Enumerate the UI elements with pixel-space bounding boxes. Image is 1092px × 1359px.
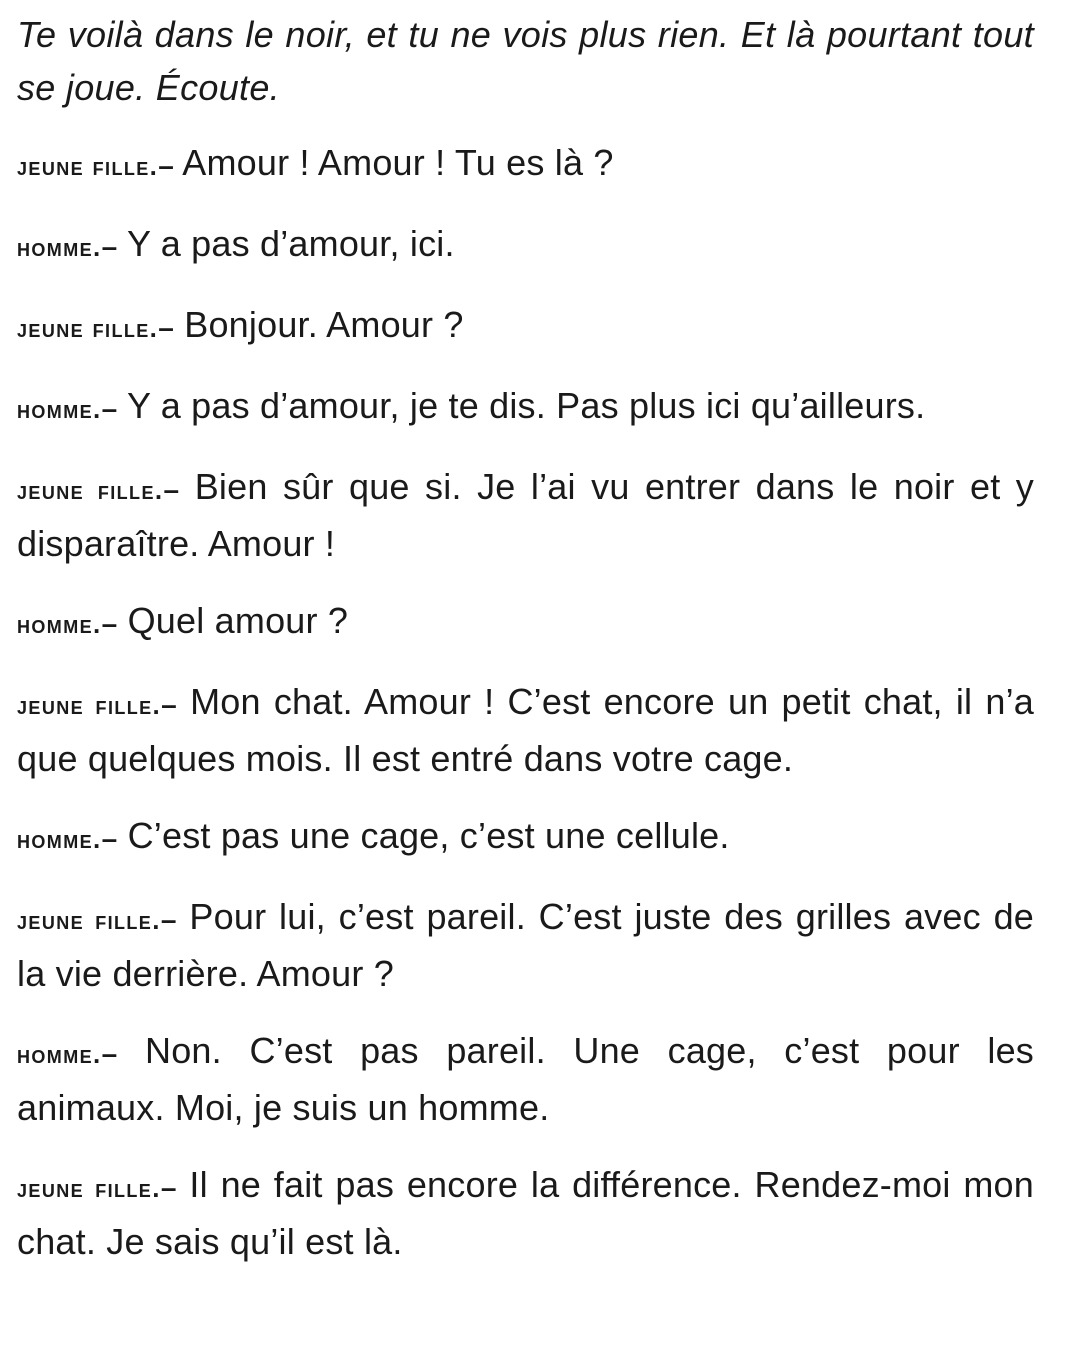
dialogue-text: Mon chat. Amour ! C’est encore un petit chat, il n’a que quelques mois. Il est entré dans votre cage. [17,681,1035,779]
speaker-name: homme. [17,394,102,424]
dialogue-text: Bonjour. Amour ? [184,304,464,345]
dialogue-text: Quel amour ? [127,600,349,641]
stage-direction: Te voilà dans le noir, et tu ne vois plus rien. Et là pourtant tout se joue. Écoute. [17,14,1034,108]
speaker-name: jeune fille. [17,151,159,181]
dialogue-text: C’est pas une cage, c’est une cellule. [127,815,730,856]
dialogue-text: Pour lui, c’est pareil. C’est juste des grilles avec de la vie derrière. Amour ? [17,896,1035,994]
dialogue-dash: – [160,904,177,935]
dialogue-line [17,1158,1034,1268]
dialogue-line [17,809,1034,866]
speaker-name: homme. [17,232,102,262]
dialogue-line [17,594,1034,651]
speaker-name: jeune fille. [17,313,159,343]
dialogue-text: Y a pas d’amour, ici. [126,223,455,264]
dialogue-dash: – [158,150,175,181]
dialogue-text: Bien sûr que si. Je l’ai vu entrer dans le noir et y disparaître. Amour ! [17,466,1035,564]
dialogue-line [17,460,1034,570]
dialogue-line [17,675,1034,785]
dialogue-line [17,217,1034,274]
dialogue-text: Y a pas d’amour, je te dis. Pas plus ici qu’ailleurs. [126,385,926,426]
dialogue-dash: – [161,689,177,720]
dialogue-dash: – [101,1038,118,1069]
speaker-name: jeune fille. [17,1173,161,1203]
speaker-name: jeune fille. [17,905,161,935]
dialogue-dash: – [160,1172,177,1203]
dialogue-dash: – [101,608,118,639]
dialogue-dash: – [101,823,118,854]
dialogue-text: Amour ! Amour ! Tu es là ? [182,142,614,183]
speaker-name: homme. [17,824,102,854]
dialogue-line [17,136,1034,193]
dialogue-text: Il ne fait pas encore la différence. Rendez-moi mon chat. Je sais qu’il est là. [17,1164,1034,1262]
dialogue-dash: – [158,312,175,343]
dialogue-text: Non. C’est pas pareil. Une cage, c’est pour les animaux. Moi, je suis un homme. [17,1030,1034,1128]
speaker-name: jeune fille. [17,690,162,720]
speaker-name: homme. [17,609,102,639]
speaker-name: homme. [17,1039,102,1069]
dialogue-line [17,379,1034,436]
dialogue-line [17,890,1034,1000]
speaker-name: jeune fille. [17,475,164,505]
dialogue-line [17,1024,1034,1134]
dialogue-line [17,298,1034,355]
dialogue-dash: – [101,231,118,262]
dialogue-dash: – [101,393,118,424]
dialogue-dash: – [163,474,180,505]
